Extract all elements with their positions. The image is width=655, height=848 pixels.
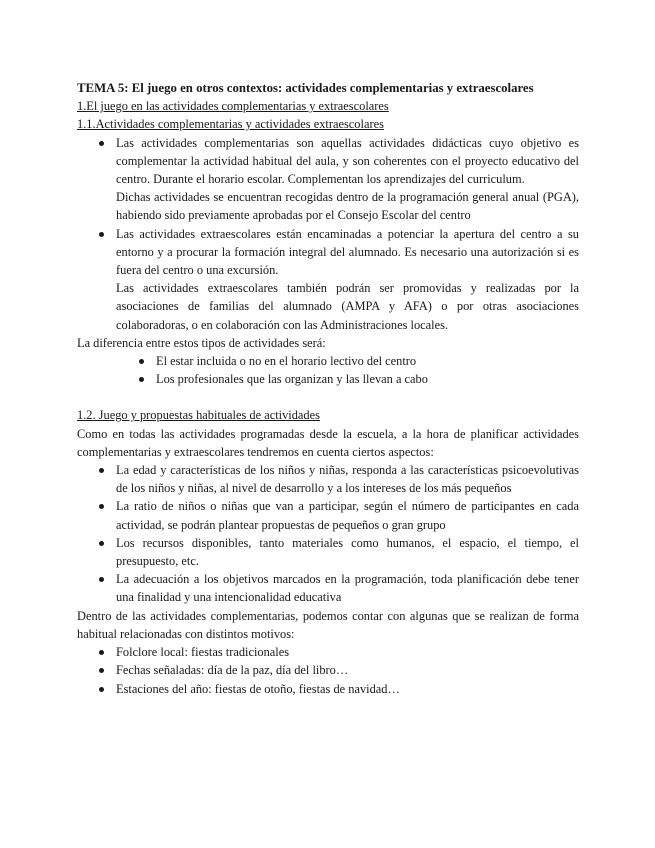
difference-intro: La diferencia entre estos tipos de actividades será: xyxy=(77,335,326,350)
bullet-list-activities xyxy=(77,134,579,334)
list-item-text: Los recursos disponibles, tanto materiales como humanos, el espacio, el tiempo, el presupuesto, etc. xyxy=(116,535,579,569)
section-1-2-heading: 1.2. Juego y propuestas habituales de actividades xyxy=(77,408,320,423)
list-item xyxy=(77,570,579,606)
document-page xyxy=(77,79,579,698)
list-item xyxy=(77,461,579,497)
list-item-text: Las actividades extraescolares están encaminadas a potenciar la apertura del centro a su entorno y a procurar la formación integral del alumnado. Es necesario una autorización si es fuera del centro o una excursión. xyxy=(116,226,579,278)
bullet-icon xyxy=(99,232,104,237)
list-item-text: La ratio de niños o niñas que van a participar, según el número de participantes en cada actividad, se podrán plantear propuestas de pequeños o gran grupo xyxy=(116,499,579,532)
planning-paragraph: Como en todas las actividades programadas desde la escuela, a la hora de planificar actividades complementarias y extraescolares tendremos en cuenta ciertos aspectos: xyxy=(77,426,579,459)
list-item xyxy=(77,497,579,533)
list-item-text: El estar incluida o no en el horario lectivo del centro xyxy=(156,354,417,369)
list-item xyxy=(77,534,579,570)
bullet-icon xyxy=(99,141,104,146)
list-item xyxy=(77,643,579,661)
list-item xyxy=(77,661,579,679)
section-1-1-heading: 1.1.Actividades complementarias y actividades extraescolares xyxy=(77,117,384,132)
section-1-heading: 1.El juego en las actividades complementarias y extraescolares xyxy=(77,99,389,114)
bullet-icon xyxy=(139,359,144,364)
bullet-icon xyxy=(99,504,104,509)
list-item-continuation: Las actividades extraescolares también podrán ser promovidas y realizadas por la asociaciones de familias del alumnado (AMPA y AFA) o por otras asociaciones colaboradoras, o en colaboración con las Administraciones locales. xyxy=(116,281,579,332)
bullet-list-motives xyxy=(77,643,579,698)
list-item-text: La edad y características de los niños y niñas, responda a las características psicoevolutivas de los niños y niñas, al nivel de desarrollo y a los intereses de los más pequeños xyxy=(116,463,579,496)
bullet-icon xyxy=(99,668,104,673)
bullet-list-aspects xyxy=(77,461,579,607)
bullet-list-differences xyxy=(77,352,579,388)
doc-title: TEMA 5: El juego en otros contextos: actividades complementarias y extraescolares xyxy=(77,81,534,95)
list-item-text: Estaciones del año: fiestas de otoño, fiestas de navidad… xyxy=(116,681,400,696)
list-item xyxy=(77,352,579,370)
list-item xyxy=(77,680,579,698)
common-activities-paragraph: Dentro de las actividades complementarias, podemos contar con algunas que se realizan de forma habitual relacionadas con distintos motivos: xyxy=(77,608,579,641)
list-item-text: Las actividades complementarias son aquellas actividades didácticas cuyo objetivo es complementar la actividad habitual del aula, y son coherentes con el proyecto educativo del centro. Durante el horario escolar. Complementan los aprendizajes del curriculum. xyxy=(116,135,579,187)
bullet-icon xyxy=(99,577,104,582)
list-item xyxy=(77,134,579,225)
bullet-icon xyxy=(99,541,104,546)
list-item-text: Folclore local: fiestas tradicionales xyxy=(116,645,290,660)
bullet-icon xyxy=(99,650,104,655)
spacer xyxy=(77,388,579,406)
bullet-icon xyxy=(139,377,144,382)
list-item-continuation: Dichas actividades se encuentran recogidas dentro de la programación general anual (PGA), habiendo sido previamente aprobadas por el Consejo Escolar del centro xyxy=(116,190,579,223)
bullet-icon xyxy=(99,687,104,692)
list-item-text: La adecuación a los objetivos marcados en la programación, toda planificación debe tener una finalidad y una intencionalidad educativa xyxy=(116,572,579,605)
bullet-icon xyxy=(99,468,104,473)
list-item xyxy=(77,225,579,334)
list-item-text: Fechas señaladas: día de la paz, día del libro… xyxy=(116,663,349,678)
list-item xyxy=(77,370,579,388)
list-item-text: Los profesionales que las organizan y las llevan a cabo xyxy=(156,372,428,387)
